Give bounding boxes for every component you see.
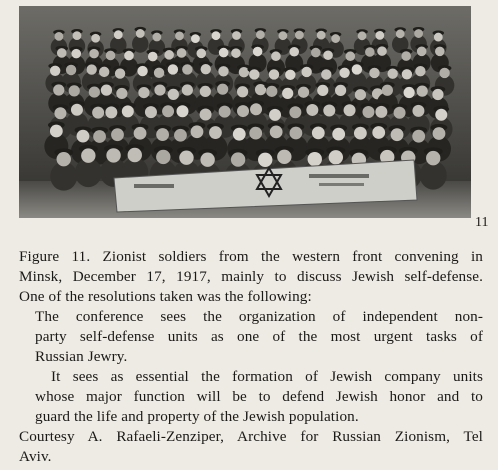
- soldier-face: [209, 126, 222, 139]
- soldier-face: [396, 29, 405, 38]
- soldier-face: [154, 84, 165, 95]
- quote-p1-line-1: The conference sees the organization of independent non-: [35, 308, 483, 325]
- soldier-face: [114, 30, 123, 39]
- soldier-face: [200, 86, 211, 97]
- caption-line-3: One of the resolutions taken was the following:: [19, 288, 312, 305]
- soldier-face: [435, 109, 447, 121]
- soldier-face: [414, 29, 423, 38]
- soldier-face: [138, 87, 149, 98]
- soldier-face: [345, 51, 355, 61]
- plate-number: 11: [475, 215, 489, 230]
- soldier-face: [332, 128, 345, 141]
- soldier-face: [355, 89, 366, 100]
- soldier-face: [253, 47, 263, 57]
- soldier-face: [282, 88, 293, 99]
- soldier-face: [250, 103, 262, 115]
- quote-p2-line-1: It sees as essential the formation of Jewish company units: [51, 368, 483, 385]
- soldier-face: [122, 105, 134, 117]
- soldier-face: [426, 151, 440, 165]
- soldier-face: [289, 47, 299, 57]
- soldier-face: [176, 105, 188, 117]
- soldier-face: [269, 69, 279, 79]
- soldier-face: [136, 29, 145, 38]
- soldier-face: [86, 64, 96, 74]
- soldier-face: [417, 86, 428, 97]
- soldier-face: [231, 152, 245, 166]
- soldier-face: [69, 85, 80, 96]
- soldier-face: [290, 127, 303, 140]
- soldier-face: [439, 68, 449, 78]
- soldier-face: [134, 127, 147, 140]
- soldier-face: [270, 125, 283, 138]
- soldier-face: [435, 47, 445, 57]
- soldier-face: [237, 86, 248, 97]
- soldier-face: [331, 34, 340, 43]
- soldier-face: [219, 106, 231, 118]
- soldier-face: [375, 106, 387, 118]
- soldier-face: [111, 128, 124, 141]
- soldier-face: [344, 104, 356, 116]
- soldier-face: [99, 67, 109, 77]
- soldier-face: [145, 106, 157, 118]
- soldier-face: [335, 85, 346, 96]
- soldier-face: [200, 109, 212, 121]
- soldier-face: [387, 68, 397, 78]
- soldier-face: [57, 48, 67, 58]
- soldier-face: [432, 89, 443, 100]
- soldier-face: [164, 50, 174, 60]
- soldier-face: [401, 51, 411, 61]
- soldier-face: [323, 50, 333, 60]
- soldier-face: [81, 148, 95, 162]
- soldier-face: [174, 129, 187, 142]
- soldier-face: [412, 105, 424, 117]
- quote-p2-line-3: guard the life and property of the Jewish population.: [35, 408, 359, 425]
- soldier-face: [433, 127, 446, 140]
- soldier-face: [382, 85, 393, 96]
- soldier-face: [124, 51, 134, 61]
- soldier-face: [317, 85, 328, 96]
- soldier-face: [115, 68, 125, 78]
- soldier-face: [77, 130, 90, 143]
- soldier-face: [365, 47, 375, 57]
- credit-line-1: Courtesy A. Rafaeli-Zenziper, Archive for Russian Zionism, Tel: [19, 428, 483, 445]
- soldier-face: [237, 105, 249, 117]
- soldier-face: [301, 67, 311, 77]
- soldier-face: [106, 148, 120, 162]
- soldier-face: [218, 66, 228, 76]
- soldier-face: [312, 126, 325, 139]
- soldier-face: [219, 48, 229, 58]
- soldier-face: [101, 85, 112, 96]
- soldier-face: [232, 31, 241, 40]
- quote-p2-line-2: whose major function will be to defend Jewish honor and to: [35, 388, 483, 405]
- soldier-face: [255, 84, 266, 95]
- soldier-face: [191, 34, 200, 43]
- soldier-face: [196, 49, 206, 59]
- soldier-face: [323, 104, 335, 116]
- soldier-face: [249, 69, 259, 79]
- soldier-face: [402, 69, 412, 79]
- soldier-face: [182, 64, 192, 74]
- soldier-face: [152, 33, 161, 42]
- soldier-face: [369, 68, 379, 78]
- soldier-face: [137, 66, 147, 76]
- soldier-face: [182, 84, 193, 95]
- caption-line-1: Figure 11. Zionist soldiers from the western front convening in: [19, 248, 483, 265]
- soldier-face: [269, 109, 281, 121]
- soldier-face: [308, 152, 322, 166]
- soldier-face: [116, 88, 127, 99]
- soldier-face: [50, 66, 60, 76]
- soldier-face: [285, 70, 295, 80]
- soldier-face: [354, 127, 367, 140]
- soldier-face: [168, 64, 178, 74]
- soldier-face: [53, 84, 64, 95]
- soldier-face: [89, 49, 99, 59]
- soldier-face: [377, 46, 387, 56]
- soldier-face: [175, 32, 184, 41]
- soldier-face: [177, 48, 187, 58]
- soldier-face: [321, 69, 331, 79]
- soldier-face: [156, 128, 169, 141]
- soldier-face: [89, 86, 100, 97]
- soldier-face: [231, 48, 241, 58]
- soldier-face: [179, 150, 193, 164]
- soldier-face: [258, 153, 272, 167]
- historical-photograph: [19, 6, 471, 218]
- soldier-face: [233, 128, 246, 141]
- soldier-face: [66, 65, 76, 75]
- soldier-face: [358, 31, 367, 40]
- quote-p1-line-2: party self-defense units as one of the most urgent tasks of: [35, 328, 483, 345]
- soldier-face: [71, 49, 81, 59]
- soldier-face: [93, 130, 106, 143]
- soldier-face: [50, 125, 63, 138]
- soldier-face: [434, 33, 443, 42]
- soldier-face: [105, 106, 117, 118]
- soldier-face: [417, 47, 427, 57]
- soldier-face: [212, 31, 221, 40]
- soldier-face: [372, 126, 385, 139]
- soldier-face: [162, 105, 174, 117]
- soldier-face: [271, 51, 281, 61]
- soldier-face: [249, 127, 262, 140]
- soldier-face: [329, 150, 343, 164]
- soldier-face: [106, 51, 116, 61]
- soldier-face: [404, 87, 415, 98]
- soldier-face: [306, 104, 318, 116]
- soldier-face: [91, 34, 100, 43]
- soldier-face: [54, 107, 66, 119]
- soldier-face: [148, 52, 158, 62]
- soldier-face: [362, 106, 374, 118]
- soldier-face: [391, 128, 404, 141]
- soldier-face: [277, 150, 291, 164]
- soldier-face: [295, 31, 304, 40]
- soldier-face: [201, 64, 211, 74]
- soldier-face: [168, 89, 179, 100]
- quote-p1-line-3: Russian Jewry.: [35, 348, 128, 365]
- soldier-face: [339, 68, 349, 78]
- soldier-face: [311, 48, 321, 58]
- soldier-face: [71, 104, 83, 116]
- soldier-face: [278, 31, 287, 40]
- soldier-face: [412, 130, 425, 143]
- soldier-face: [352, 64, 362, 74]
- soldier-face: [317, 31, 326, 40]
- soldier-face: [55, 32, 64, 41]
- soldier-face: [156, 150, 170, 164]
- soldier-face: [73, 31, 82, 40]
- soldier-face: [256, 30, 265, 39]
- soldier-face: [154, 68, 164, 78]
- soldier-face: [128, 148, 142, 162]
- soldier-face: [92, 107, 104, 119]
- credit-line-2: Aviv.: [19, 448, 52, 465]
- caption-line-2: Minsk, December 17, 1917, mainly to discuss Jewish self-defense.: [19, 268, 483, 285]
- soldier-face: [200, 153, 214, 167]
- soldier-face: [57, 152, 71, 166]
- soldier-face: [289, 106, 301, 118]
- soldier-face: [394, 107, 406, 119]
- soldier-face: [239, 67, 249, 77]
- soldier-face: [298, 87, 309, 98]
- soldier-face: [375, 31, 384, 40]
- soldier-face: [266, 86, 277, 97]
- soldier-face: [415, 66, 425, 76]
- caption-block: [19, 247, 483, 467]
- soldier-face: [191, 125, 204, 138]
- soldier-face: [217, 84, 228, 95]
